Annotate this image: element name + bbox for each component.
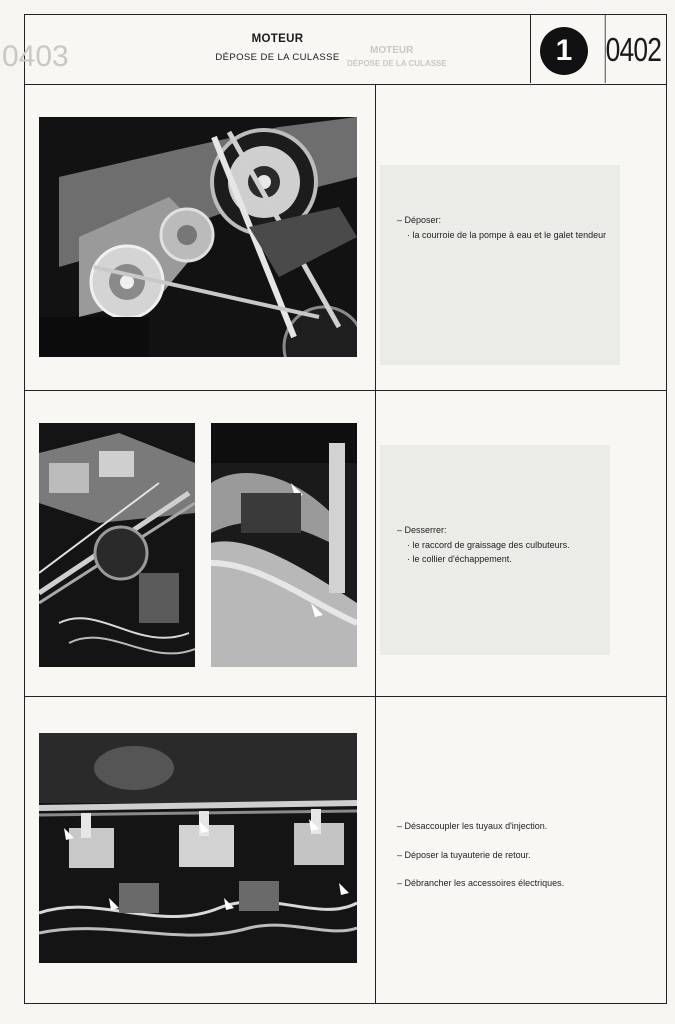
step-row-1: [25, 85, 666, 391]
step-1-item: · la courroie de la pompe à eau et le galet tendeur: [397, 228, 667, 243]
column-divider: [375, 697, 376, 1003]
ghost-title: MOTEUR: [370, 45, 414, 56]
section-badge-cell: [530, 15, 598, 83]
step-2-item-2: · le collier d'échappement.: [397, 552, 667, 567]
ghost-subtitle: DÉPOSE DE LA CULASSE: [347, 59, 447, 68]
photo-injection-pipes: [39, 733, 357, 963]
step-2-instructions: [397, 523, 667, 567]
column-divider: [375, 85, 376, 390]
page-header: [25, 15, 666, 85]
step-row-2: [25, 391, 666, 697]
document-sheet: [24, 14, 667, 1004]
step-2-item-1: · le raccord de graissage des culbuteurs.: [397, 538, 667, 553]
step-3-instructions: [397, 819, 667, 905]
ghost-code: 0403: [2, 40, 69, 73]
step-row-3: [25, 697, 666, 1003]
photo-belt-pulley: [39, 117, 357, 357]
step-1-lead: – Déposer:: [397, 213, 667, 228]
page-title: MOTEUR: [251, 33, 304, 45]
step-3-item-2: – Déposer la tuyauterie de retour.: [397, 848, 667, 863]
column-divider: [375, 391, 376, 696]
section-number-badge: 1: [540, 27, 588, 75]
step-3-item-1: – Désaccoupler les tuyaux d'injection.: [397, 819, 667, 834]
page-code: 0402: [605, 15, 659, 83]
photo-exhaust-clamp: [211, 423, 357, 667]
step-2-lead: – Desserrer:: [397, 523, 667, 538]
photo-rocker-oil-union: [39, 423, 195, 667]
step-3-item-3: – Débrancher les accessoires électriques.: [397, 876, 667, 891]
page-subtitle: DÉPOSE DE LA CULASSE: [215, 52, 340, 63]
step-1-instructions: [397, 213, 667, 242]
